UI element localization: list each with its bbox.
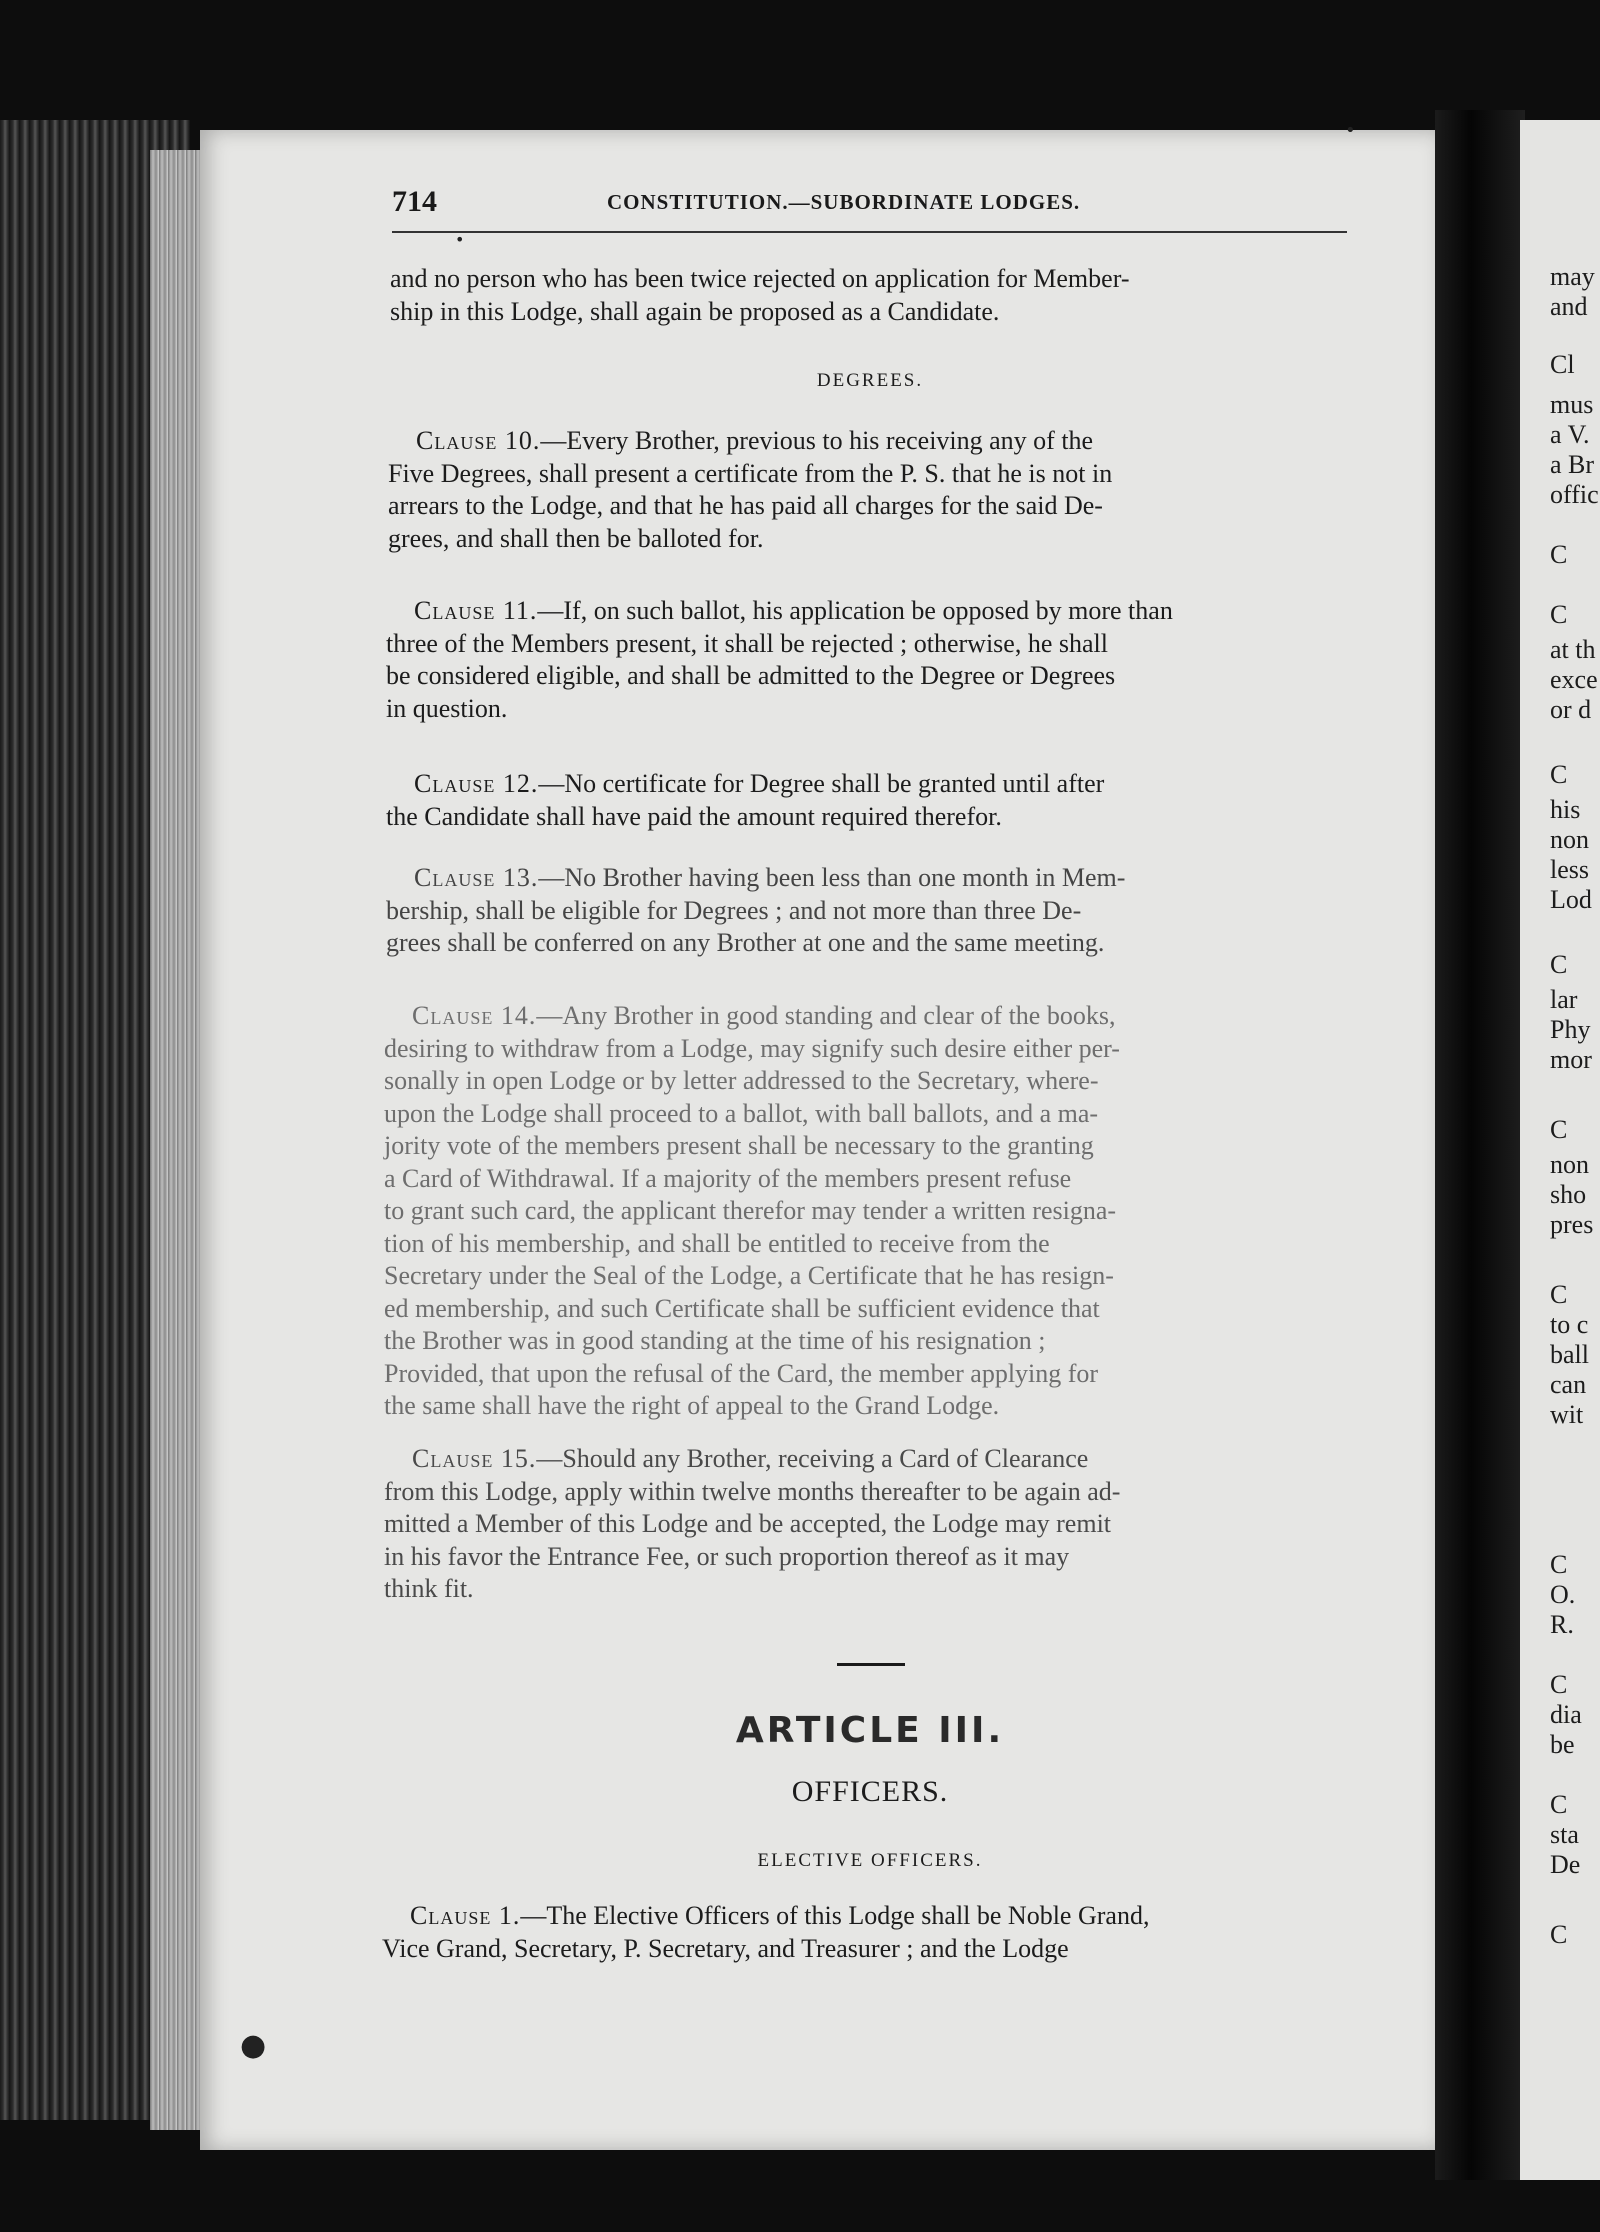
text-line: think fit. — [384, 1574, 474, 1603]
text-line: —Any Brother in good standing and clear of the books, — [536, 1001, 1116, 1030]
facing-page-fragment: and — [1550, 292, 1588, 321]
facing-page-fragment: R. — [1550, 1610, 1574, 1639]
text-line: a Card of Withdrawal. If a majority of the members present refuse — [384, 1163, 1072, 1193]
clause-label: Clause 13. — [414, 863, 539, 892]
facing-page-fragment: exce — [1550, 665, 1598, 694]
text-line: upon the Lodge shall proceed to a ballot, with ball ballots, and a ma- — [384, 1098, 1099, 1128]
facing-page-fragment: mus — [1550, 390, 1594, 419]
clause-13 — [386, 862, 1354, 960]
facing-page-fragment: wit — [1550, 1400, 1584, 1429]
clause-12 — [386, 768, 1354, 833]
text-line: arrears to the Lodge, and that he has paid all charges for the said De- — [388, 491, 1103, 520]
facing-page-edge — [1520, 120, 1600, 2180]
facing-page-fragment: lar — [1550, 985, 1578, 1014]
clause-1 — [382, 1900, 1357, 1965]
ink-speck: • — [455, 230, 465, 249]
clause-15 — [384, 1443, 1354, 1606]
facing-page-fragment: to c — [1550, 1310, 1589, 1339]
facing-page-fragment: can — [1550, 1370, 1587, 1399]
book-gutter — [1435, 110, 1525, 2180]
facing-page-fragment: C — [1550, 1670, 1568, 1699]
section-heading-elective-officers: ELECTIVE OFFICERS. — [757, 1850, 983, 1871]
clause-label: Clause 14. — [412, 1001, 537, 1030]
header-rule — [392, 231, 1347, 233]
clause-label: Clause 12. — [414, 769, 539, 798]
facing-page-fragment: offic — [1550, 480, 1599, 509]
facing-page-fragment: Phy — [1550, 1015, 1591, 1044]
clause-label: Clause 10. — [416, 426, 541, 455]
text-line: —The Elective Officers of this Lodge shall be Noble Grand, — [520, 1901, 1150, 1930]
facing-page-fragment: Lod — [1550, 885, 1592, 914]
article-title: ARTICLE III. — [735, 1710, 1005, 1751]
text-line: —No Brother having been less than one month in Mem- — [538, 863, 1126, 892]
text-line: bership, shall be eligible for Degrees ; and not more than three De- — [386, 895, 1082, 925]
text-line: to grant such card, the applicant therefor may tender a written resigna- — [384, 1196, 1117, 1225]
facing-page-fragment: C — [1550, 540, 1568, 569]
text-line: Secretary under the Seal of the Lodge, a Certificate that he has resign- — [384, 1261, 1114, 1290]
facing-page-fragment: a V. — [1550, 420, 1590, 449]
clause-14 — [384, 1000, 1354, 1423]
text-line: ed membership, and such Certificate shall be sufficient evidence that — [384, 1293, 1100, 1323]
article-subtitle: OFFICERS. — [791, 1775, 949, 1808]
facing-page-fragment: C — [1550, 760, 1568, 789]
ink-blot: ● — [240, 2028, 267, 2063]
text-line: —If, on such ballot, his application be opposed by more than — [537, 596, 1173, 625]
text-line: grees, and shall then be balloted for. — [388, 523, 764, 553]
facing-page-fragment: C — [1550, 1280, 1568, 1309]
section-heading-degrees: DEGREES. — [816, 370, 924, 391]
facing-page-fragment: may — [1550, 262, 1595, 291]
clause-10 — [388, 425, 1353, 555]
facing-page-fragment: sta — [1550, 1820, 1579, 1849]
text-line: in his favor the Entrance Fee, or such proportion thereof as it may — [384, 1541, 1070, 1571]
facing-page-fragment: ball — [1550, 1340, 1589, 1369]
section-divider — [837, 1663, 905, 1666]
clause-label: Clause 11. — [414, 596, 538, 625]
running-head: CONSTITUTION.—SUBORDINATE LODGES. — [607, 190, 1081, 214]
facing-page-fragment: dia — [1550, 1700, 1582, 1729]
text-line: and no person who has been twice rejected on application for Member- — [390, 264, 1130, 293]
text-line: —Should any Brother, receiving a Card of Clearance — [536, 1444, 1089, 1473]
facing-page-fragment: non — [1550, 825, 1589, 854]
ink-speck: • — [1345, 120, 1356, 141]
facing-page-fragment: pres — [1550, 1210, 1594, 1239]
facing-page-fragment: less — [1550, 855, 1589, 884]
facing-page-fragment: C — [1550, 1550, 1568, 1579]
text-line: the Brother was in good standing at the time of his resignation ; — [384, 1326, 1046, 1355]
facing-page-fragment: C — [1550, 1920, 1568, 1949]
text-line: sonally in open Lodge or by letter addressed to the Secretary, where- — [384, 1066, 1099, 1095]
page-number: 714 — [392, 185, 437, 218]
text-line: the Candidate shall have paid the amount required therefor. — [386, 801, 1002, 831]
text-line: Five Degrees, shall present a certificate from the P. S. that he is not in — [388, 458, 1113, 488]
text-line: Vice Grand, Secretary, P. Secretary, and Treasurer ; and the Lodge — [382, 1933, 1069, 1963]
book-page-stack — [150, 150, 205, 2130]
facing-page-fragment: C — [1550, 950, 1568, 979]
page-header — [392, 185, 1342, 225]
text-line: be considered eligible, and shall be admitted to the Degree or Degrees — [386, 661, 1116, 690]
text-line: jority vote of the members present shall be necessary to the granting — [384, 1131, 1094, 1160]
facing-page-fragment: sho — [1550, 1180, 1587, 1209]
text-line: from this Lodge, apply within twelve months thereafter to be again ad- — [384, 1476, 1121, 1506]
facing-page-fragment: De — [1550, 1850, 1581, 1879]
text-line: Provided, that upon the refusal of the Card, the member applying for — [384, 1358, 1099, 1388]
facing-page-fragment: be — [1550, 1730, 1575, 1759]
facing-page-fragment: C — [1550, 600, 1568, 629]
text-line: ship in this Lodge, shall again be proposed as a Candidate. — [390, 296, 1000, 326]
text-line: three of the Members present, it shall be rejected ; otherwise, he shall — [386, 628, 1108, 658]
facing-page-fragment: mor — [1550, 1045, 1592, 1074]
facing-page-fragment: C — [1550, 1790, 1568, 1819]
text-line: in question. — [386, 693, 508, 723]
facing-page-fragment: non — [1550, 1150, 1589, 1179]
facing-page-fragment: at th — [1550, 635, 1596, 664]
facing-page-fragment: C — [1550, 1115, 1568, 1144]
facing-page-fragment: or d — [1550, 695, 1592, 724]
text-line: —Every Brother, previous to his receiving any of the — [540, 426, 1094, 455]
facing-page-fragment: O. — [1550, 1580, 1576, 1609]
text-line: tion of his membership, and shall be entitled to receive from the — [384, 1228, 1050, 1258]
facing-page-fragment: a Br — [1550, 450, 1595, 479]
text-line: the same shall have the right of appeal to the Grand Lodge. — [384, 1391, 1000, 1420]
text-line: grees shall be conferred on any Brother at one and the same meeting. — [386, 928, 1105, 957]
text-line: mitted a Member of this Lodge and be accepted, the Lodge may remit — [384, 1509, 1112, 1538]
facing-page-fragment: Cl — [1550, 350, 1575, 379]
intro-paragraph — [390, 263, 1350, 328]
clause-label: Clause 1. — [410, 1901, 521, 1930]
text-line: —No certificate for Degree shall be granted until after — [538, 769, 1105, 798]
text-line: desiring to withdraw from a Lodge, may signify such desire either per- — [384, 1033, 1120, 1063]
clause-11 — [386, 595, 1354, 725]
facing-page-fragment: his — [1550, 795, 1581, 824]
clause-label: Clause 15. — [412, 1444, 537, 1473]
